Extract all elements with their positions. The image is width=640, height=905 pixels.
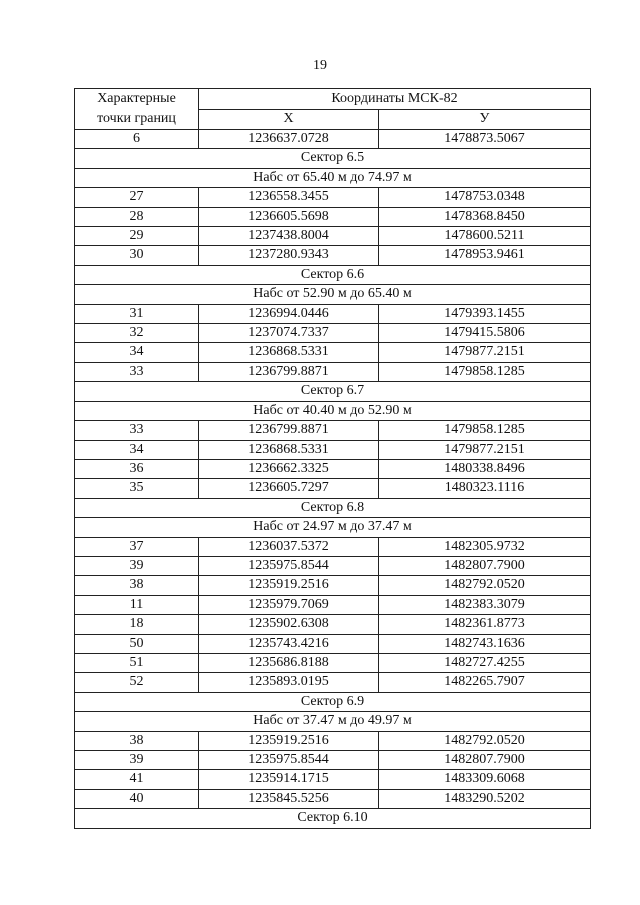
x-coord-cell: 1235914.1715	[199, 770, 379, 789]
y-coord-cell: 1479415.5806	[379, 324, 591, 343]
y-coord-cell: 1480323.1116	[379, 479, 591, 498]
table-row	[75, 246, 591, 265]
point-cell: 28	[75, 207, 199, 226]
points-header-line1: Характерные	[97, 91, 176, 106]
x-coord-cell: 1235902.6308	[199, 615, 379, 634]
x-coord-cell: 1235743.4216	[199, 634, 379, 653]
point-cell: 36	[75, 459, 199, 478]
x-coord-cell: 1235893.0195	[199, 673, 379, 692]
point-cell: 34	[75, 440, 199, 459]
y-coord-cell: 1482361.8773	[379, 615, 591, 634]
point-cell: 31	[75, 304, 199, 323]
y-coord-cell: 1482792.0520	[379, 576, 591, 595]
x-coord-cell: 1235975.8544	[199, 556, 379, 575]
y-coord-cell: 1479858.1285	[379, 362, 591, 381]
point-cell: 33	[75, 362, 199, 381]
sector-height-range: Набс от 52.90 м до 65.40 м	[75, 285, 591, 304]
sector-height-range: Набс от 37.47 м до 49.97 м	[75, 712, 591, 731]
y-coord-cell: 1479877.2151	[379, 343, 591, 362]
point-cell: 33	[75, 421, 199, 440]
point-cell: 37	[75, 537, 199, 556]
sector-title: Сектор 6.9	[75, 692, 591, 711]
y-coord-cell: 1478600.5211	[379, 227, 591, 246]
table-row	[75, 789, 591, 808]
x-coord-cell: 1236868.5331	[199, 343, 379, 362]
y-coord-cell: 1483309.6068	[379, 770, 591, 789]
point-cell: 6	[75, 130, 199, 149]
y-coord-cell: 1483290.5202	[379, 789, 591, 808]
table-row	[75, 653, 591, 672]
sector-height-range: Набс от 24.97 м до 37.47 м	[75, 518, 591, 537]
table-row	[75, 615, 591, 634]
point-cell: 38	[75, 731, 199, 750]
sector-height-range-row	[75, 712, 591, 731]
sector-title: Сектор 6.6	[75, 265, 591, 284]
y-coord-cell: 1482807.7900	[379, 556, 591, 575]
y-coord-cell: 1482792.0520	[379, 731, 591, 750]
point-cell: 41	[75, 770, 199, 789]
coordinates-table	[74, 88, 591, 829]
x-coord-cell: 1236605.5698	[199, 207, 379, 226]
y-coord-cell: 1478368.8450	[379, 207, 591, 226]
point-cell: 39	[75, 556, 199, 575]
point-cell: 18	[75, 615, 199, 634]
x-coord-cell: 1235975.8544	[199, 751, 379, 770]
table-row	[75, 595, 591, 614]
table-row	[75, 459, 591, 478]
sector-height-range: Набс от 40.40 м до 52.90 м	[75, 401, 591, 420]
y-coord-cell: 1482383.3079	[379, 595, 591, 614]
sector-title: Сектор 6.8	[75, 498, 591, 517]
page-number: 19	[313, 58, 327, 73]
x-coord-cell: 1236605.7297	[199, 479, 379, 498]
sector-title: Сектор 6.10	[75, 809, 591, 828]
x-column-header: X	[199, 109, 379, 130]
y-coord-cell: 1482807.7900	[379, 751, 591, 770]
table-row	[75, 304, 591, 323]
sector-height-range-row	[75, 401, 591, 420]
table-row	[75, 421, 591, 440]
point-cell: 27	[75, 188, 199, 207]
sector-title-row	[75, 382, 591, 401]
x-coord-cell: 1236662.3325	[199, 459, 379, 478]
y-column-header: У	[379, 109, 591, 130]
table-row	[75, 537, 591, 556]
table-row	[75, 634, 591, 653]
table-row	[75, 188, 591, 207]
table-row	[75, 751, 591, 770]
table-row	[75, 227, 591, 246]
point-cell: 38	[75, 576, 199, 595]
x-coord-cell: 1237438.8004	[199, 227, 379, 246]
point-cell: 35	[75, 479, 199, 498]
y-coord-cell: 1478753.0348	[379, 188, 591, 207]
point-cell: 51	[75, 653, 199, 672]
y-coord-cell: 1482727.4255	[379, 653, 591, 672]
x-coord-cell: 1236637.0728	[199, 130, 379, 149]
y-coord-cell: 1479393.1455	[379, 304, 591, 323]
sector-title-row	[75, 265, 591, 284]
y-coord-cell: 1480338.8496	[379, 459, 591, 478]
point-cell: 32	[75, 324, 199, 343]
point-cell: 29	[75, 227, 199, 246]
x-coord-cell: 1236037.5372	[199, 537, 379, 556]
sector-height-range-row	[75, 168, 591, 187]
point-cell: 50	[75, 634, 199, 653]
table-row	[75, 673, 591, 692]
points-header-line2: точки границ	[97, 111, 176, 126]
table-row	[75, 343, 591, 362]
y-coord-cell: 1479877.2151	[379, 440, 591, 459]
table-row	[75, 770, 591, 789]
point-cell: 39	[75, 751, 199, 770]
sector-title-row	[75, 498, 591, 517]
point-cell: 11	[75, 595, 199, 614]
x-coord-cell: 1235919.2516	[199, 731, 379, 750]
x-coord-cell: 1237074.7337	[199, 324, 379, 343]
table-row	[75, 576, 591, 595]
y-coord-cell: 1482305.9732	[379, 537, 591, 556]
point-cell: 52	[75, 673, 199, 692]
x-coord-cell: 1235979.7069	[199, 595, 379, 614]
sector-height-range-row	[75, 285, 591, 304]
y-coord-cell: 1478873.5067	[379, 130, 591, 149]
point-cell: 34	[75, 343, 199, 362]
sector-height-range-row	[75, 518, 591, 537]
points-column-header	[75, 89, 199, 130]
point-cell: 40	[75, 789, 199, 808]
x-coord-cell: 1235919.2516	[199, 576, 379, 595]
point-cell: 30	[75, 246, 199, 265]
y-coord-cell: 1479858.1285	[379, 421, 591, 440]
sector-title-row	[75, 149, 591, 168]
x-coord-cell: 1236558.3455	[199, 188, 379, 207]
sector-title-row	[75, 809, 591, 828]
sector-height-range: Набс от 65.40 м до 74.97 м	[75, 168, 591, 187]
table-row	[75, 556, 591, 575]
table-row	[75, 479, 591, 498]
sector-title-row	[75, 692, 591, 711]
x-coord-cell: 1236799.8871	[199, 362, 379, 381]
table-row	[75, 207, 591, 226]
coords-system-header: Координаты МСК-82	[199, 89, 591, 110]
table-row	[75, 731, 591, 750]
table-row	[75, 324, 591, 343]
table-row	[75, 130, 591, 149]
table-row	[75, 440, 591, 459]
x-coord-cell: 1235845.5256	[199, 789, 379, 808]
x-coord-cell: 1236868.5331	[199, 440, 379, 459]
x-coord-cell: 1236994.0446	[199, 304, 379, 323]
sector-title: Сектор 6.7	[75, 382, 591, 401]
table-header-row	[75, 89, 591, 110]
x-coord-cell: 1235686.8188	[199, 653, 379, 672]
x-coord-cell: 1237280.9343	[199, 246, 379, 265]
y-coord-cell: 1482743.1636	[379, 634, 591, 653]
x-coord-cell: 1236799.8871	[199, 421, 379, 440]
sector-title: Сектор 6.5	[75, 149, 591, 168]
table-row	[75, 362, 591, 381]
y-coord-cell: 1478953.9461	[379, 246, 591, 265]
y-coord-cell: 1482265.7907	[379, 673, 591, 692]
